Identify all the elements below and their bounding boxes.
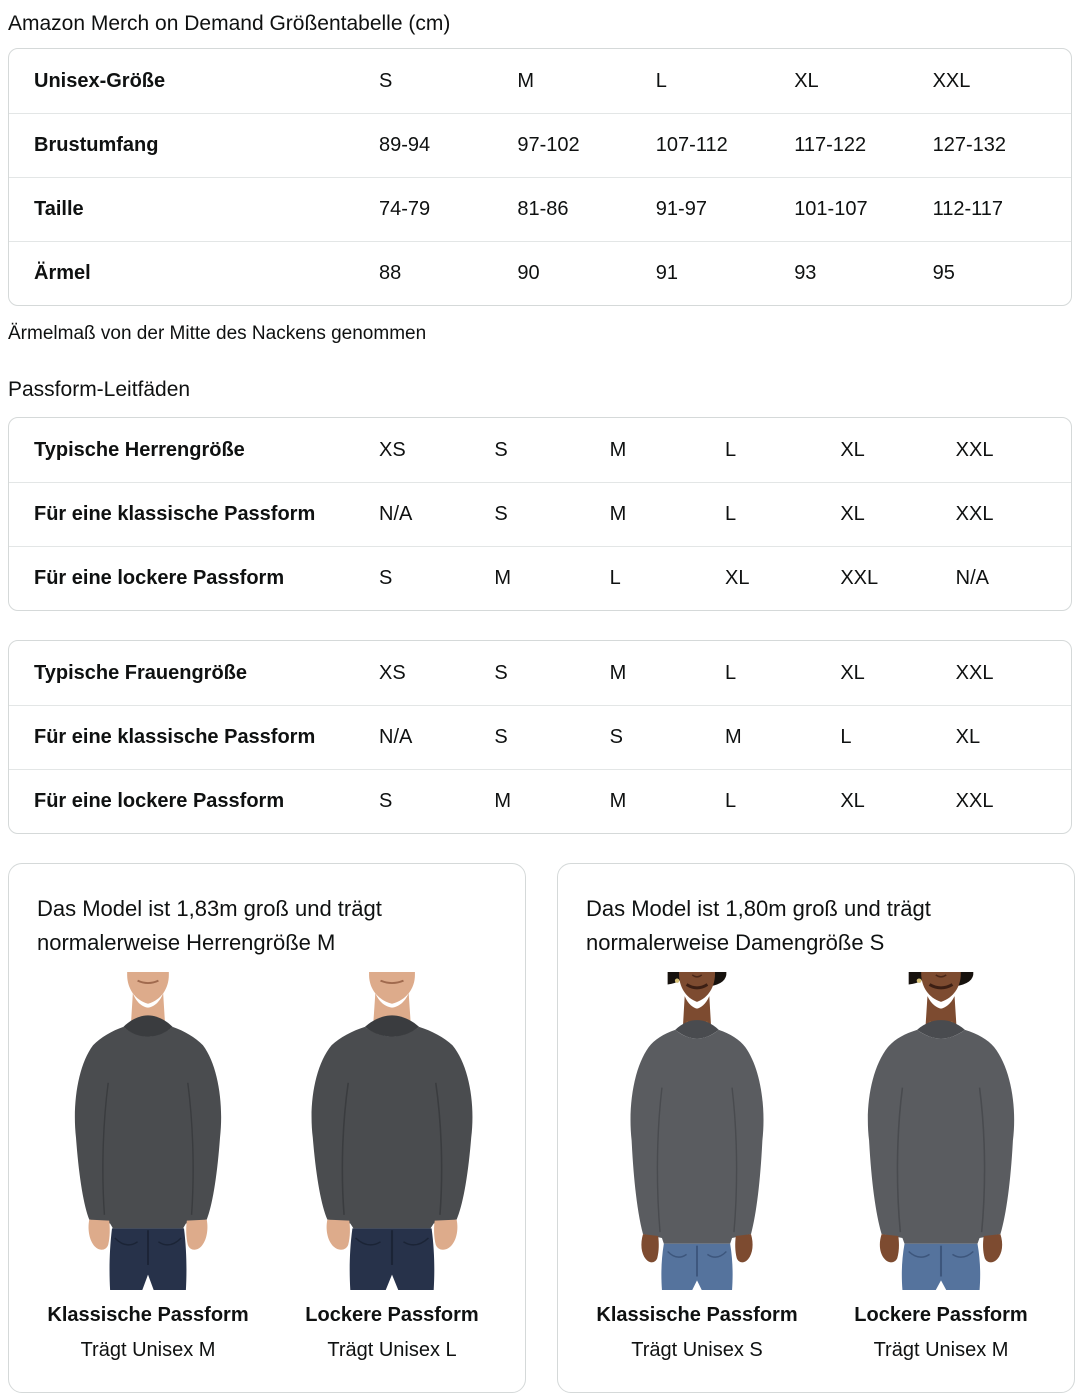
- table-cell: 97-102: [517, 134, 580, 156]
- table-cell: XL: [840, 661, 865, 684]
- table-row-waist: [9, 177, 1071, 241]
- fit-label: Lockere Passform: [854, 1304, 1028, 1327]
- table-cell: 90: [517, 262, 540, 284]
- row-label: Brustumfang: [34, 134, 159, 156]
- men-classic-figure: [33, 972, 263, 1362]
- table-cell: 81-86: [517, 198, 569, 220]
- table-row-sleeve: [9, 241, 1071, 305]
- table-cell: XS: [379, 438, 406, 461]
- fit-guides-heading: Passform-Leitfäden: [8, 378, 191, 401]
- model-cards: [8, 863, 1072, 1393]
- table-cell: XL: [840, 790, 865, 812]
- size-label: Trägt Unisex S: [631, 1339, 763, 1362]
- female-model-loose-photo: [842, 972, 1040, 1290]
- table-row: [9, 482, 1071, 546]
- row-label: Für eine klassische Passform: [34, 726, 316, 748]
- table-cell: N/A: [379, 503, 413, 525]
- table-cell: 117-122: [794, 134, 867, 156]
- fit-label: Klassische Passform: [47, 1304, 249, 1327]
- table-cell: 93: [794, 262, 817, 284]
- table-cell: XXL: [840, 567, 879, 589]
- unisex-size-table: [8, 48, 1072, 306]
- table-cell: XXL: [955, 661, 994, 684]
- table-cell: S: [609, 726, 623, 748]
- table-cell: 101-107: [794, 198, 868, 220]
- table-cell: S: [494, 503, 508, 525]
- table-cell: 74-79: [379, 198, 431, 220]
- table-cell: XS: [379, 661, 406, 684]
- table-cell: M: [725, 726, 742, 748]
- row-label: Typische Frauengröße: [34, 661, 248, 684]
- column-header: M: [517, 69, 535, 92]
- table-row: [9, 705, 1071, 769]
- table-cell: M: [494, 790, 511, 812]
- card-description: Das Model ist 1,83m groß und trägt normalerweise Herrengröße M: [37, 896, 382, 956]
- men-loose-figure: [277, 972, 507, 1362]
- table-cell: L: [840, 726, 852, 748]
- table-cell: N/A: [955, 567, 989, 589]
- table-cell: M: [494, 567, 511, 589]
- row-label: Für eine lockere Passform: [34, 567, 285, 589]
- fit-label: Lockere Passform: [305, 1304, 479, 1327]
- page-title: Amazon Merch on Demand Größentabelle (cm): [8, 12, 451, 35]
- female-model-classic-photo: [607, 972, 787, 1290]
- table-header-row: [9, 49, 1071, 113]
- table-cell: S: [494, 726, 508, 748]
- table-cell: L: [725, 790, 737, 812]
- women-figures: [582, 972, 1056, 1362]
- row-label: Taille: [34, 198, 84, 220]
- row-label: Unisex-Größe: [34, 69, 166, 92]
- women-fit-table: [8, 640, 1072, 834]
- row-label: Für eine klassische Passform: [34, 503, 316, 525]
- table-cell: L: [725, 438, 737, 461]
- row-label: Typische Herrengröße: [34, 438, 245, 461]
- sleeve-measurement-note: Ärmelmaß von der Mitte des Nackens genommen: [8, 323, 427, 344]
- men-figures: [33, 972, 507, 1362]
- column-header: XXL: [932, 69, 971, 92]
- men-fit-table: [8, 417, 1072, 611]
- fit-label: Klassische Passform: [596, 1304, 798, 1327]
- table-row: [9, 418, 1071, 482]
- women-loose-figure: [826, 972, 1056, 1362]
- size-label: Trägt Unisex M: [873, 1339, 1009, 1362]
- table-cell: XL: [840, 438, 865, 461]
- table-cell: 91-97: [655, 198, 707, 220]
- column-header: S: [379, 69, 393, 92]
- table-cell: XXL: [955, 503, 994, 525]
- column-header: L: [655, 69, 667, 92]
- table-cell: 107-112: [655, 134, 728, 156]
- table-cell: S: [379, 567, 393, 589]
- table-cell: 95: [932, 262, 955, 284]
- table-row: [9, 546, 1071, 610]
- table-cell: XL: [955, 726, 981, 748]
- table-cell: L: [725, 503, 737, 525]
- table-cell: S: [379, 790, 393, 812]
- women-model-card: [557, 863, 1075, 1393]
- table-cell: XXL: [955, 790, 994, 812]
- size-label: Trägt Unisex M: [80, 1339, 216, 1362]
- table-row: [9, 769, 1071, 833]
- size-label: Trägt Unisex L: [327, 1339, 457, 1362]
- table-cell: S: [494, 438, 508, 461]
- row-label: Ärmel: [34, 262, 91, 284]
- table-cell: 91: [655, 262, 679, 284]
- table-cell: 89-94: [379, 134, 431, 156]
- column-header: XL: [794, 69, 819, 92]
- table-cell: M: [609, 438, 627, 461]
- card-description: Das Model ist 1,80m groß und trägt normalerweise Damengröße S: [586, 896, 931, 956]
- women-classic-figure: [582, 972, 812, 1362]
- men-model-card: [8, 863, 526, 1393]
- table-row-chest: [9, 113, 1071, 177]
- table-cell: XXL: [955, 438, 994, 461]
- table-cell: M: [609, 790, 627, 812]
- table-cell: L: [725, 661, 737, 684]
- male-model-loose-photo: [293, 972, 491, 1290]
- table-cell: S: [494, 661, 508, 684]
- table-cell: L: [609, 567, 621, 589]
- table-row: [9, 641, 1071, 705]
- table-cell: 88: [379, 262, 402, 284]
- table-cell: 112-117: [932, 198, 1004, 220]
- row-label: Für eine lockere Passform: [34, 790, 285, 812]
- table-cell: 127-132: [932, 134, 1006, 156]
- table-cell: N/A: [379, 726, 413, 748]
- male-model-classic-photo: [58, 972, 238, 1290]
- table-cell: M: [609, 503, 627, 525]
- table-cell: M: [609, 661, 627, 684]
- table-cell: XL: [840, 503, 865, 525]
- table-cell: XL: [725, 567, 750, 589]
